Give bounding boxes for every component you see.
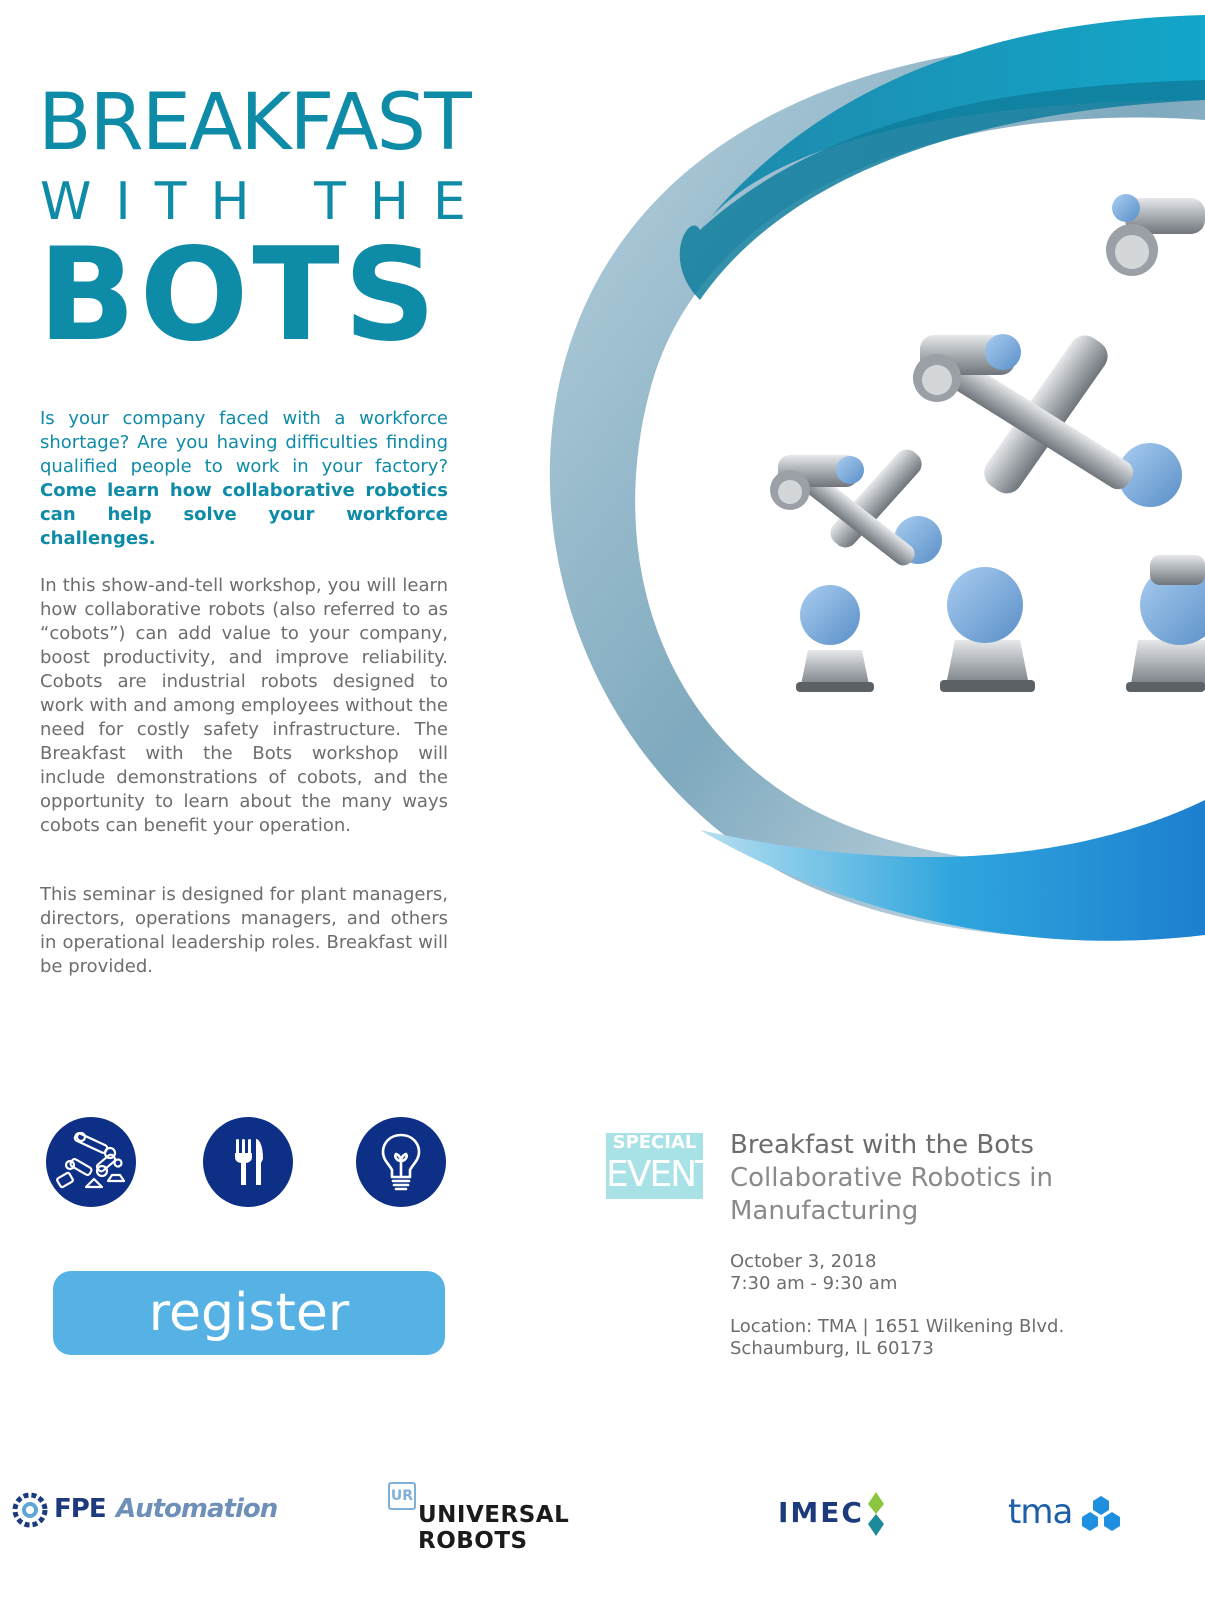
fpe-name: FPE xyxy=(54,1494,106,1524)
event-location: Location: TMA | 1651 Wilkening Blvd. xyxy=(730,1316,1065,1337)
badge-event-text: EVENT xyxy=(606,1154,716,1195)
headline-breakfast: BREAKFAST xyxy=(38,78,470,168)
imec-logo xyxy=(778,1490,898,1540)
intro-bold-statement: Come learn how collaborative robotics can help solve your workforce challenges. xyxy=(40,480,448,549)
special-event-badge xyxy=(606,1132,716,1199)
lightbulb-icon xyxy=(356,1117,446,1207)
ur-mark: UR xyxy=(388,1482,416,1510)
event-time: 7:30 am - 9:30 am xyxy=(730,1273,898,1294)
fpe-automation-logo xyxy=(12,1490,292,1530)
intro-paragraph xyxy=(40,407,448,551)
intro-question: Is your company faced with a workforce shortage? Are you having difficulties finding qualified people to work in your factory? xyxy=(40,408,448,477)
fpe-automation-text: Automation xyxy=(116,1494,278,1524)
headline-with-the: WITH THE xyxy=(40,172,490,232)
headline-bots: BOTS xyxy=(38,221,440,370)
imec-name: IMEC xyxy=(778,1496,864,1529)
fpe-gear-icon xyxy=(12,1492,48,1528)
workshop-description: In this show-and-tell workshop, you will learn how collaborative robots (also referred to as “cobots”) can add value to your company, boost productivity, and improve reliability. Cobots are industrial robots designed to work with and among employees without the need for costly safety infrastructure. The Breakfast with the Bots workshop will include demonstrations of cobots, and the opportunity to learn about the many ways cobots can benefit your operation. xyxy=(40,575,448,836)
event-date: October 3, 2018 xyxy=(730,1251,877,1272)
tma-hexagon-icon xyxy=(1078,1496,1124,1536)
tma-logo xyxy=(1008,1490,1128,1540)
event-address: Schaumburg, IL 60173 xyxy=(730,1338,934,1359)
robot-arm-icon xyxy=(46,1117,136,1207)
fork-knife-icon xyxy=(203,1117,293,1207)
universal-robots-logo xyxy=(388,1482,658,1554)
register-button[interactable]: register xyxy=(53,1271,445,1355)
event-title: Breakfast with the Bots xyxy=(730,1130,1034,1160)
audience-description: This seminar is designed for plant managers, directors, operations managers, and others in operational leadership roles. Breakfast will be provided. xyxy=(40,884,448,977)
badge-special-text: SPECIAL xyxy=(612,1132,697,1153)
ur-name: UNIVERSAL ROBOTS xyxy=(418,1502,570,1554)
tma-name: tma xyxy=(1008,1492,1073,1532)
imec-diamond-icon xyxy=(864,1492,888,1536)
event-subtitle: Collaborative Robotics in Manufacturing xyxy=(730,1163,1053,1226)
